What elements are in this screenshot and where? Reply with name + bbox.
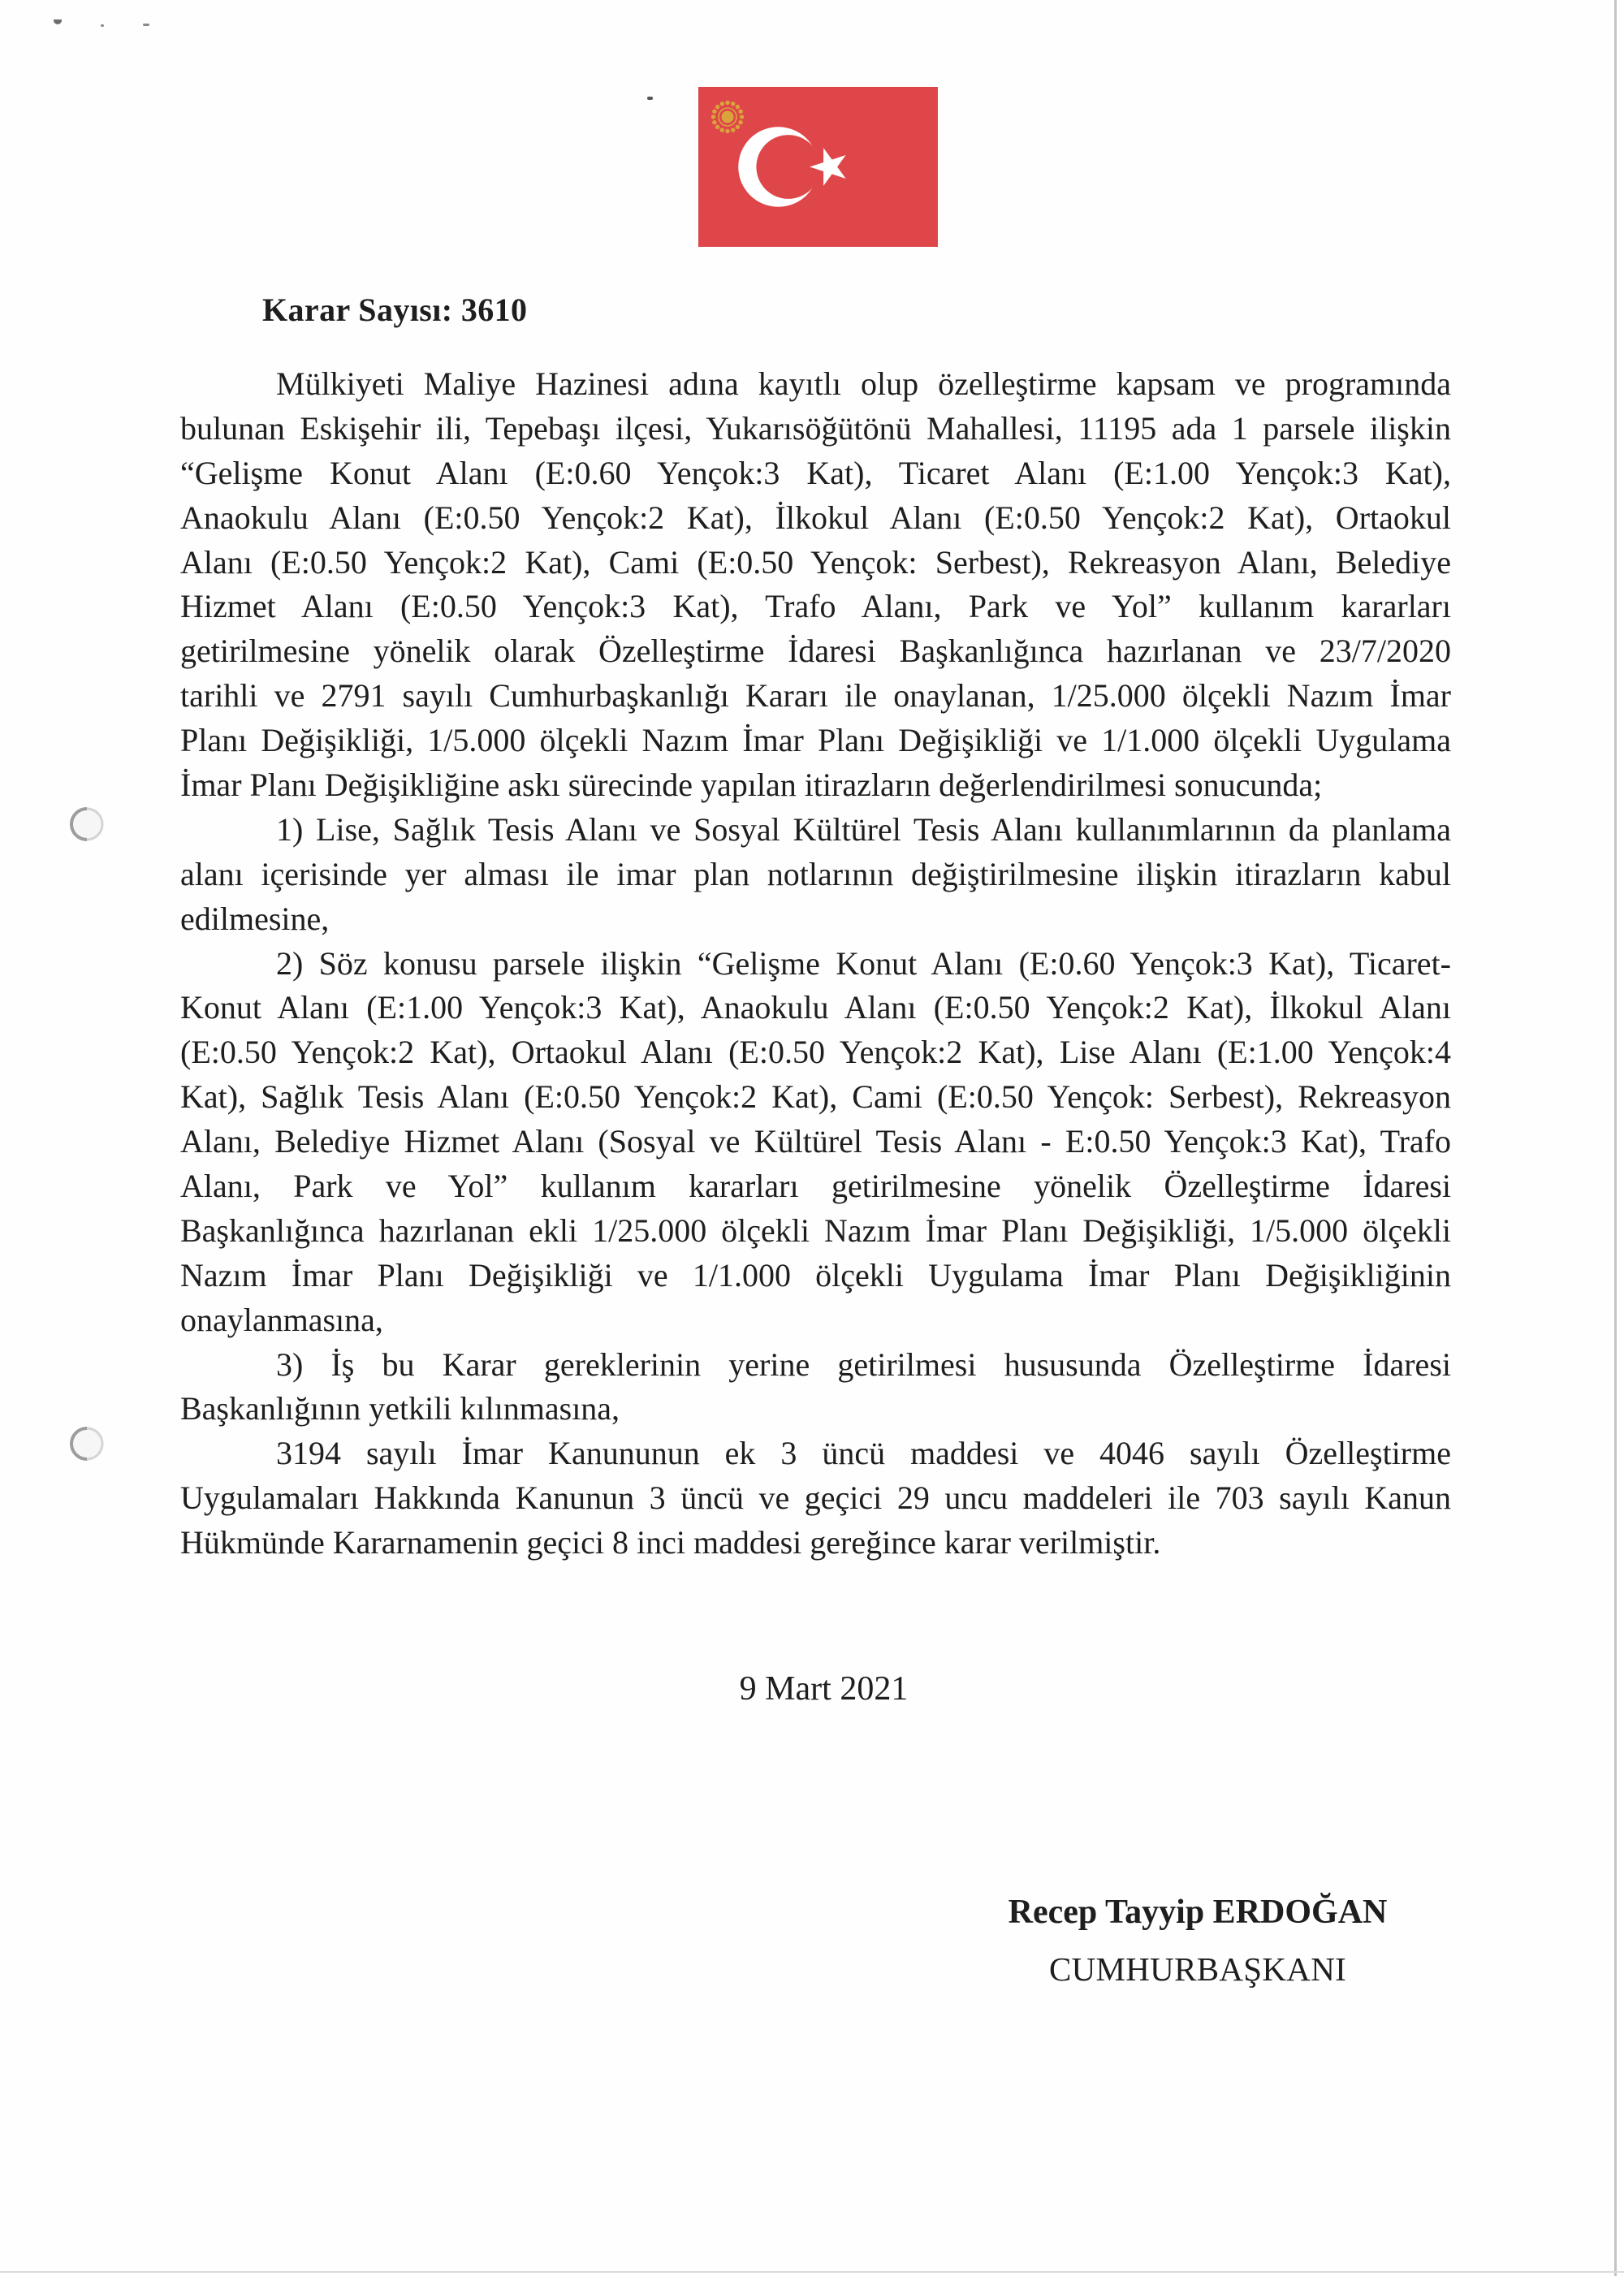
scan-speck [647,97,653,100]
paragraph-line: Başkanlığınca hazırlanan ekli 1/25.000 ölçekli Nazım İmar Planı Değişikliği, 1/5.000 ölçekli [180,1211,1451,1249]
paragraph-item-2 [180,942,1451,1343]
paragraph-line: Uygulamaları Hakkında Kanunun 3 üncü ve geçici 29 uncu maddeleri ile 703 sayılı Kanun [180,1479,1451,1517]
paragraph-line: Anaokulu Alanı (E:0.50 Yençok:2 Kat), İlkokul Alanı (E:0.50 Yençok:2 Kat), Ortaokul [180,499,1451,536]
paragraph-line: onaylanmasına, [180,1301,383,1338]
emblem-sun [722,111,734,123]
paragraph-preamble [180,362,1451,808]
paragraph-line: getirilmesine yönelik olarak Özelleştirme İdaresi Başkanlığınca hazırlanan ve 23/7/2020 [180,633,1451,670]
paragraph-line: Alanı (E:0.50 Yençok:2 Kat), Cami (E:0.50 Yençok: Serbest), Rekreasyon Alanı, Belediye [180,543,1451,581]
paragraph-line: 3) İş bu Karar gereklerinin yerine getirilmesi hususunda Özelleştirme İdaresi [276,1345,1451,1383]
paragraph-line: 3194 sayılı İmar Kanununun ek 3 üncü maddesi ve 4046 sayılı Özelleştirme [276,1435,1451,1472]
paragraph-line: Başkanlığının yetkili kılınmasına, [180,1390,620,1427]
paragraph-line: edilmesine, [180,900,330,937]
paragraph-line: Konut Alanı (E:1.00 Yençok:3 Kat), Anaokulu Alanı (E:0.50 Yençok:2 Kat), İlkokul Alanı [180,989,1451,1026]
paragraph-line: Nazım İmar Planı Değişikliği ve 1/1.000 ölçekli Uygulama İmar Planı Değişikliğinin [180,1256,1451,1293]
emblem-star [725,101,729,105]
paragraph-line: 2) Söz konusu parsele ilişkin “Gelişme Konut Alanı (E:0.60 Yençok:3 Kat), Ticaret- [276,944,1451,982]
scan-speck [143,24,149,26]
paragraph-line: “Gelişme Konut Alanı (E:0.60 Yençok:3 Kat), Ticaret Alanı (E:1.00 Yençok:3 Kat), [180,454,1451,491]
decision-body [180,362,1451,1566]
paragraph-line: Hizmet Alanı (E:0.50 Yençok:3 Kat), Trafo Alanı, Park ve Yol” kullanım kararları [180,588,1451,625]
decision-number: Karar Sayısı: 3610 [262,292,528,328]
paragraph-line: Kat), Sağlık Tesis Alanı (E:0.50 Yençok:2 Kat), Cami (E:0.50 Yençok: Serbest), Rekreasyon [180,1078,1451,1116]
hole-punch-mark [67,804,107,844]
scan-edge-line [0,2271,1624,2273]
paragraph-line: Planı Değişikliği, 1/5.000 ölçekli Nazım İmar Planı Değişikliği ve 1/1.000 ölçekli Uygulama [180,722,1451,759]
paragraph-line: alanı içerisinde yer alması ile imar plan notlarının değiştirilmesine ilişkin itirazların kabul [180,855,1451,892]
paragraph-line: tarihli ve 2791 sayılı Cumhurbaşkanlığı Kararı ile onaylanan, 1/25.000 ölçekli Nazım İmar [180,677,1451,715]
paragraph-line: Alanı, Belediye Hizmet Alanı (Sosyal ve Kültürel Tesis Alanı - E:0.50 Yençok:3 Kat), Trafo [180,1123,1451,1160]
paragraph-item-3 [180,1343,1451,1432]
paragraph-line: (E:0.50 Yençok:2 Kat), Ortaokul Alanı (E:0.50 Yençok:2 Kat), Lise Alanı (E:1.00 Yençok:4 [180,1034,1451,1071]
decision-date: 9 Mart 2021 [739,1670,909,1708]
paragraph-legal-basis [180,1432,1451,1566]
emblem-star [740,114,744,119]
signatory-title: CUMHURBAŞKANI [1048,1950,1347,1988]
turkish-presidential-flag [698,87,938,247]
emblem-star [711,114,715,119]
paragraph-line: bulunan Eskişehir ili, Tepebaşı ilçesi, Yukarısöğütönü Mahallesi, 11195 ada 1 parsele ilişkin [180,409,1451,447]
paragraph-line: Alanı, Park ve Yol” kullanım kararları getirilmesine yönelik Özelleştirme İdaresi [180,1168,1451,1205]
paragraph-line: Mülkiyeti Maliye Hazinesi adına kayıtlı olup özelleştirme kapsam ve programında [276,365,1451,402]
scan-speck [101,24,104,27]
scan-edge-line [1614,0,1617,2276]
paragraph-line: Hükmünde Kararnamenin geçici 8 inci maddesi gereğince karar verilmiştir. [180,1524,1161,1561]
scan-speck [54,19,62,24]
paragraph-line: İmar Planı Değişikliğine askı sürecinde yapılan itirazların değerlendirilmesi sonucunda; [180,767,1323,804]
paragraph-line: 1) Lise, Sağlık Tesis Alanı ve Sosyal Kültürel Tesis Alanı kullanımlarının da planlama [276,810,1451,848]
paragraph-item-1 [180,808,1451,942]
hole-punch-mark [67,1423,107,1464]
emblem-star [725,129,729,133]
signatory-name: Recep Tayyip ERDOĞAN [1008,1894,1388,1931]
